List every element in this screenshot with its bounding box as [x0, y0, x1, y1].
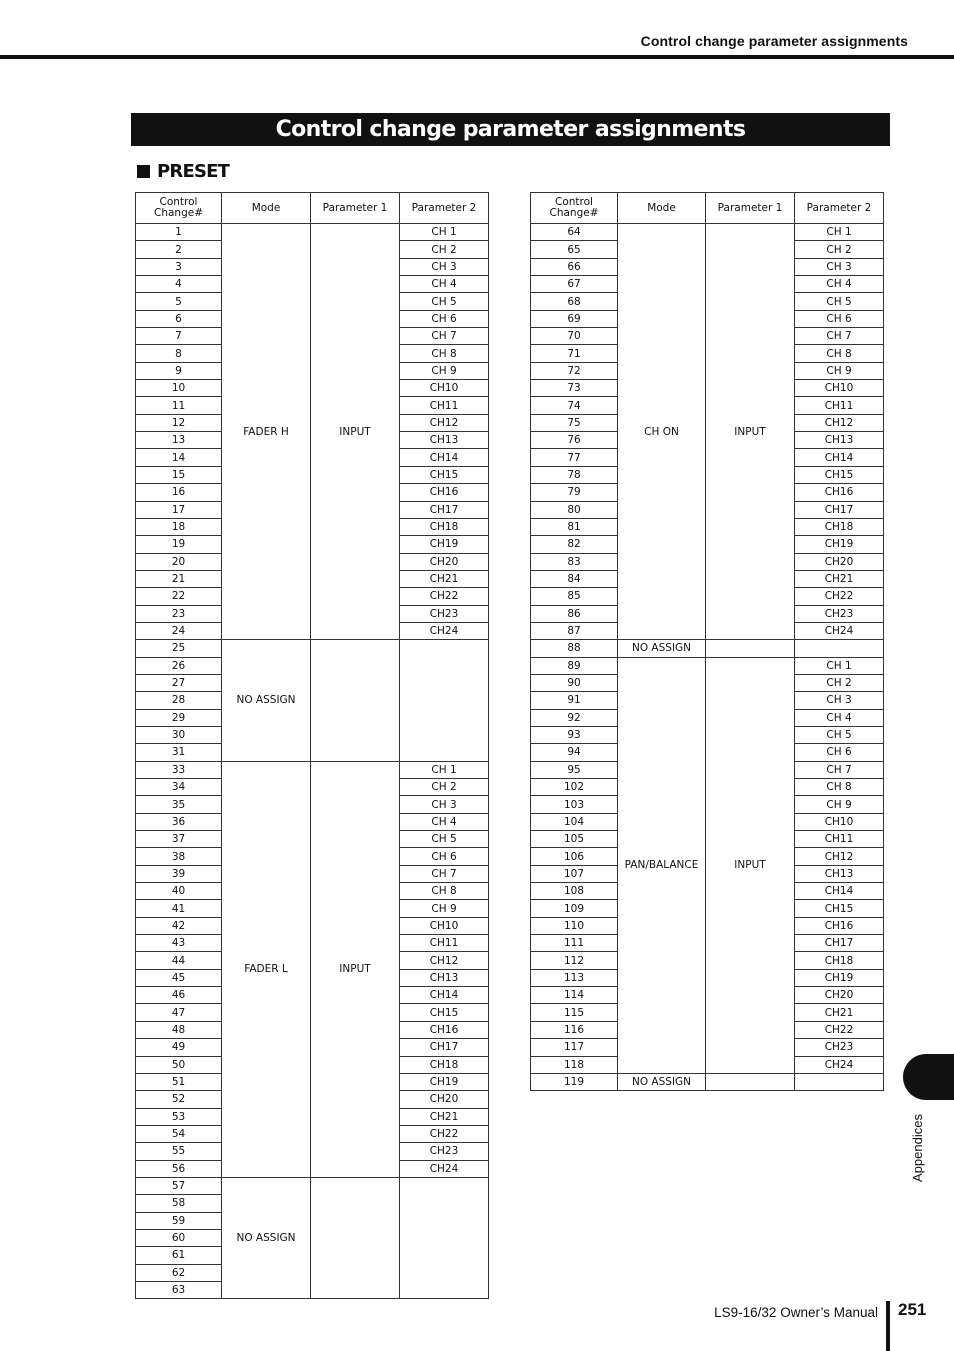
parameter2-cell: CH22 — [400, 1125, 489, 1142]
parameter2-cell: CH22 — [400, 588, 489, 605]
parameter2-cell: CH18 — [795, 952, 884, 969]
parameter2-cell: CH14 — [795, 883, 884, 900]
parameter2-cell: CH 3 — [400, 796, 489, 813]
cc-number-cell: 95 — [531, 761, 618, 778]
cc-number-cell: 113 — [531, 969, 618, 986]
cc-number-cell: 31 — [136, 744, 222, 761]
cc-number-cell: 53 — [136, 1108, 222, 1125]
parameter2-cell: CH13 — [400, 969, 489, 986]
cc-number-cell: 73 — [531, 380, 618, 397]
cc-number-cell: 15 — [136, 466, 222, 483]
cc-number-cell: 23 — [136, 605, 222, 622]
parameter2-cell: CH14 — [795, 449, 884, 466]
table-row — [136, 224, 489, 241]
parameter2-cell: CH17 — [795, 935, 884, 952]
cc-number-cell: 10 — [136, 380, 222, 397]
parameter2-cell: CH20 — [795, 553, 884, 570]
cc-number-cell: 70 — [531, 328, 618, 345]
cc-number-cell: 87 — [531, 622, 618, 639]
parameter2-cell: CH18 — [400, 1056, 489, 1073]
cc-number-cell: 90 — [531, 674, 618, 691]
right-assignment-table — [530, 192, 884, 1091]
column-header-cc — [531, 193, 618, 224]
parameter2-cell: CH 4 — [795, 709, 884, 726]
parameter2-cell: CH 8 — [400, 883, 489, 900]
parameter2-cell: CH 7 — [795, 761, 884, 778]
parameter2-cell: CH12 — [795, 414, 884, 431]
cc-number-cell: 34 — [136, 779, 222, 796]
parameter2-cell: CH11 — [795, 831, 884, 848]
parameter2-cell: CH 2 — [400, 779, 489, 796]
table-row — [136, 1177, 489, 1194]
parameter2-cell: CH17 — [400, 501, 489, 518]
parameter2-cell: CH 1 — [400, 224, 489, 241]
cc-number-cell: 1 — [136, 224, 222, 241]
cc-number-cell: 58 — [136, 1195, 222, 1212]
parameter2-cell: CH22 — [795, 1021, 884, 1038]
cc-number-cell: 93 — [531, 726, 618, 743]
cc-number-cell: 49 — [136, 1039, 222, 1056]
page-title: Control change parameter assignments — [131, 113, 890, 146]
parameter2-cell: CH17 — [795, 501, 884, 518]
cc-number-cell: 38 — [136, 848, 222, 865]
column-header-mode: Mode — [618, 193, 706, 224]
cc-number-cell: 103 — [531, 796, 618, 813]
parameter2-cell: CH 5 — [795, 293, 884, 310]
mode-cell: FADER H — [222, 224, 311, 640]
parameter2-cell: CH20 — [795, 987, 884, 1004]
section-label: PRESET — [157, 160, 230, 182]
parameter2-cell: CH 5 — [795, 726, 884, 743]
cc-number-cell: 11 — [136, 397, 222, 414]
cc-number-cell: 22 — [136, 588, 222, 605]
parameter2-cell: CH 8 — [795, 345, 884, 362]
cc-number-cell: 114 — [531, 987, 618, 1004]
cc-number-cell: 83 — [531, 553, 618, 570]
section-heading — [137, 160, 229, 182]
cc-number-cell: 68 — [531, 293, 618, 310]
cc-number-cell: 92 — [531, 709, 618, 726]
parameter2-cell: CH 4 — [795, 276, 884, 293]
column-header-mode: Mode — [222, 193, 311, 224]
cc-number-cell: 41 — [136, 900, 222, 917]
cc-number-cell: 29 — [136, 709, 222, 726]
parameter2-cell: CH20 — [400, 1091, 489, 1108]
cc-number-cell: 21 — [136, 570, 222, 587]
parameter2-cell: CH21 — [795, 570, 884, 587]
column-header-param2: Parameter 2 — [400, 193, 489, 224]
parameter2-cell: CH23 — [795, 605, 884, 622]
parameter2-cell: CH11 — [400, 935, 489, 952]
cc-number-cell: 108 — [531, 883, 618, 900]
parameter1-cell — [311, 640, 400, 761]
cc-number-cell: 2 — [136, 241, 222, 258]
parameter2-cell: CH19 — [795, 536, 884, 553]
cc-number-cell: 77 — [531, 449, 618, 466]
cc-number-cell: 50 — [136, 1056, 222, 1073]
cc-number-cell: 48 — [136, 1021, 222, 1038]
parameter2-cell: CH21 — [400, 1108, 489, 1125]
cc-number-cell: 106 — [531, 848, 618, 865]
parameter2-cell: CH16 — [400, 1021, 489, 1038]
cc-number-cell: 9 — [136, 362, 222, 379]
cc-number-cell: 55 — [136, 1143, 222, 1160]
parameter2-cell: CH21 — [400, 570, 489, 587]
column-header-param1: Parameter 1 — [311, 193, 400, 224]
cc-number-cell: 60 — [136, 1229, 222, 1246]
parameter2-cell: CH 2 — [795, 241, 884, 258]
cc-number-cell: 54 — [136, 1125, 222, 1142]
parameter2-cell: CH 9 — [795, 362, 884, 379]
parameter2-cell: CH 4 — [400, 813, 489, 830]
cc-number-cell: 89 — [531, 657, 618, 674]
parameter2-cell: CH 2 — [400, 241, 489, 258]
cc-number-cell: 107 — [531, 865, 618, 882]
table-row — [531, 657, 884, 674]
table-row — [531, 224, 884, 241]
cc-number-cell: 43 — [136, 935, 222, 952]
parameter2-cell: CH16 — [400, 484, 489, 501]
cc-number-cell: 45 — [136, 969, 222, 986]
column-header-cc-line1: Control — [159, 196, 198, 208]
parameter2-cell: CH19 — [795, 969, 884, 986]
cc-number-cell: 27 — [136, 674, 222, 691]
mode-cell: NO ASSIGN — [618, 1073, 706, 1090]
mode-cell: CH ON — [618, 224, 706, 640]
parameter1-cell — [706, 1073, 795, 1090]
cc-number-cell: 91 — [531, 692, 618, 709]
table-header-row — [136, 193, 489, 224]
parameter2-cell: CH 1 — [795, 224, 884, 241]
parameter2-cell: CH 8 — [400, 345, 489, 362]
parameter2-cell: CH 5 — [400, 293, 489, 310]
cc-number-cell: 66 — [531, 258, 618, 275]
cc-number-cell: 14 — [136, 449, 222, 466]
parameter1-cell: INPUT — [706, 224, 795, 640]
mode-cell: NO ASSIGN — [222, 640, 311, 761]
parameter2-cell: CH14 — [400, 449, 489, 466]
parameter2-cell: CH 6 — [795, 744, 884, 761]
parameter2-cell: CH22 — [795, 588, 884, 605]
column-header-cc-line1: Control — [555, 196, 593, 208]
parameter2-cell: CH 4 — [400, 276, 489, 293]
column-header-cc-line2: Change# — [154, 207, 203, 219]
side-tab-label: Appendices — [910, 1114, 925, 1182]
parameter2-cell: CH 3 — [795, 258, 884, 275]
parameter2-cell: CH 9 — [400, 900, 489, 917]
cc-number-cell: 6 — [136, 310, 222, 327]
parameter2-cell: CH24 — [400, 622, 489, 639]
table-row — [531, 1073, 884, 1090]
cc-number-cell: 7 — [136, 328, 222, 345]
table-header-row — [531, 193, 884, 224]
cc-number-cell: 52 — [136, 1091, 222, 1108]
parameter2-cell: CH12 — [400, 952, 489, 969]
mode-cell: NO ASSIGN — [222, 1177, 311, 1298]
cc-number-cell: 44 — [136, 952, 222, 969]
table-row — [136, 640, 489, 657]
column-header-cc-line2: Change# — [549, 207, 599, 219]
cc-number-cell: 63 — [136, 1281, 222, 1298]
square-bullet-icon — [137, 165, 150, 178]
cc-number-cell: 86 — [531, 605, 618, 622]
column-header-param1: Parameter 1 — [706, 193, 795, 224]
parameter2-cell: CH18 — [795, 518, 884, 535]
parameter2-cell — [795, 1073, 884, 1090]
parameter2-cell: CH10 — [400, 380, 489, 397]
cc-number-cell: 16 — [136, 484, 222, 501]
cc-number-cell: 85 — [531, 588, 618, 605]
cc-number-cell: 19 — [136, 536, 222, 553]
cc-number-cell: 30 — [136, 726, 222, 743]
parameter2-cell: CH24 — [795, 622, 884, 639]
cc-number-cell: 12 — [136, 414, 222, 431]
cc-number-cell: 33 — [136, 761, 222, 778]
parameter2-cell: CH11 — [400, 397, 489, 414]
left-assignment-table — [135, 192, 489, 1299]
cc-number-cell: 110 — [531, 917, 618, 934]
parameter2-cell: CH19 — [400, 536, 489, 553]
parameter2-cell: CH24 — [795, 1056, 884, 1073]
parameter2-cell: CH 6 — [795, 310, 884, 327]
cc-number-cell: 64 — [531, 224, 618, 241]
cc-number-cell: 36 — [136, 813, 222, 830]
cc-number-cell: 40 — [136, 883, 222, 900]
parameter2-cell: CH10 — [795, 380, 884, 397]
parameter2-cell: CH 5 — [400, 831, 489, 848]
parameter2-cell: CH21 — [795, 1004, 884, 1021]
parameter2-cell — [400, 1177, 489, 1298]
cc-number-cell: 102 — [531, 779, 618, 796]
cc-number-cell: 42 — [136, 917, 222, 934]
cc-number-cell: 5 — [136, 293, 222, 310]
cc-number-cell: 26 — [136, 657, 222, 674]
cc-number-cell: 65 — [531, 241, 618, 258]
parameter2-cell: CH15 — [795, 900, 884, 917]
cc-number-cell: 118 — [531, 1056, 618, 1073]
table-row — [136, 761, 489, 778]
cc-number-cell: 4 — [136, 276, 222, 293]
column-header-param2: Parameter 2 — [795, 193, 884, 224]
cc-number-cell: 28 — [136, 692, 222, 709]
parameter2-cell: CH 8 — [795, 779, 884, 796]
parameter2-cell: CH23 — [795, 1039, 884, 1056]
cc-number-cell: 56 — [136, 1160, 222, 1177]
parameter2-cell: CH 7 — [795, 328, 884, 345]
cc-number-cell: 59 — [136, 1212, 222, 1229]
parameter2-cell: CH 9 — [795, 796, 884, 813]
cc-number-cell: 117 — [531, 1039, 618, 1056]
parameter1-cell — [706, 640, 795, 657]
cc-number-cell: 8 — [136, 345, 222, 362]
parameter2-cell — [400, 640, 489, 761]
footer-divider — [886, 1301, 890, 1351]
header-rule — [0, 55, 954, 59]
cc-number-cell: 61 — [136, 1247, 222, 1264]
parameter2-cell: CH20 — [400, 553, 489, 570]
column-header-cc — [136, 193, 222, 224]
parameter2-cell: CH 1 — [400, 761, 489, 778]
parameter2-cell: CH16 — [795, 484, 884, 501]
cc-number-cell: 17 — [136, 501, 222, 518]
parameter2-cell: CH15 — [795, 466, 884, 483]
parameter2-cell: CH 9 — [400, 362, 489, 379]
cc-number-cell: 94 — [531, 744, 618, 761]
cc-number-cell: 46 — [136, 987, 222, 1004]
parameter1-cell: INPUT — [311, 224, 400, 640]
cc-number-cell: 82 — [531, 536, 618, 553]
parameter2-cell — [795, 640, 884, 657]
cc-number-cell: 24 — [136, 622, 222, 639]
parameter2-cell: CH18 — [400, 518, 489, 535]
cc-number-cell: 104 — [531, 813, 618, 830]
cc-number-cell: 13 — [136, 432, 222, 449]
cc-number-cell: 115 — [531, 1004, 618, 1021]
cc-number-cell: 76 — [531, 432, 618, 449]
cc-number-cell: 57 — [136, 1177, 222, 1194]
cc-number-cell: 119 — [531, 1073, 618, 1090]
parameter2-cell: CH 1 — [795, 657, 884, 674]
parameter2-cell: CH 6 — [400, 310, 489, 327]
parameter2-cell: CH 7 — [400, 865, 489, 882]
parameter2-cell: CH16 — [795, 917, 884, 934]
cc-number-cell: 72 — [531, 362, 618, 379]
parameter2-cell: CH 6 — [400, 848, 489, 865]
cc-number-cell: 116 — [531, 1021, 618, 1038]
parameter2-cell: CH 7 — [400, 328, 489, 345]
cc-number-cell: 20 — [136, 553, 222, 570]
cc-number-cell: 25 — [136, 640, 222, 657]
cc-number-cell: 112 — [531, 952, 618, 969]
parameter2-cell: CH24 — [400, 1160, 489, 1177]
parameter2-cell: CH15 — [400, 1004, 489, 1021]
parameter2-cell: CH 2 — [795, 674, 884, 691]
parameter2-cell: CH14 — [400, 987, 489, 1004]
parameter2-cell: CH13 — [795, 865, 884, 882]
parameter2-cell: CH23 — [400, 1143, 489, 1160]
parameter1-cell: INPUT — [311, 761, 400, 1177]
page-number: 251 — [898, 1300, 927, 1319]
parameter2-cell: CH13 — [400, 432, 489, 449]
mode-cell: PAN/BALANCE — [618, 657, 706, 1073]
cc-number-cell: 111 — [531, 935, 618, 952]
parameter2-cell: CH19 — [400, 1073, 489, 1090]
parameter2-cell: CH12 — [400, 414, 489, 431]
cc-number-cell: 80 — [531, 501, 618, 518]
parameter2-cell: CH23 — [400, 605, 489, 622]
cc-number-cell: 109 — [531, 900, 618, 917]
parameter2-cell: CH10 — [795, 813, 884, 830]
parameter2-cell: CH13 — [795, 432, 884, 449]
cc-number-cell: 39 — [136, 865, 222, 882]
running-head-title: Control change parameter assignments — [640, 33, 908, 49]
appendix-tab-marker — [903, 1054, 954, 1100]
parameter2-cell: CH11 — [795, 397, 884, 414]
mode-cell: FADER L — [222, 761, 311, 1177]
parameter1-cell: INPUT — [706, 657, 795, 1073]
cc-number-cell: 71 — [531, 345, 618, 362]
table-row — [531, 640, 884, 657]
parameter1-cell — [311, 1177, 400, 1298]
parameter2-cell: CH17 — [400, 1039, 489, 1056]
parameter2-cell: CH10 — [400, 917, 489, 934]
cc-number-cell: 37 — [136, 831, 222, 848]
cc-number-cell: 47 — [136, 1004, 222, 1021]
cc-number-cell: 3 — [136, 258, 222, 275]
cc-number-cell: 78 — [531, 466, 618, 483]
cc-number-cell: 88 — [531, 640, 618, 657]
footer-manual-title: LS9-16/32 Owner’s Manual — [714, 1305, 878, 1320]
cc-number-cell: 74 — [531, 397, 618, 414]
cc-number-cell: 62 — [136, 1264, 222, 1281]
cc-number-cell: 105 — [531, 831, 618, 848]
cc-number-cell: 75 — [531, 414, 618, 431]
parameter2-cell: CH12 — [795, 848, 884, 865]
parameter2-cell: CH 3 — [400, 258, 489, 275]
cc-number-cell: 81 — [531, 518, 618, 535]
cc-number-cell: 35 — [136, 796, 222, 813]
cc-number-cell: 51 — [136, 1073, 222, 1090]
mode-cell: NO ASSIGN — [618, 640, 706, 657]
cc-number-cell: 69 — [531, 310, 618, 327]
cc-number-cell: 18 — [136, 518, 222, 535]
cc-number-cell: 84 — [531, 570, 618, 587]
cc-number-cell: 67 — [531, 276, 618, 293]
parameter2-cell: CH15 — [400, 466, 489, 483]
cc-number-cell: 79 — [531, 484, 618, 501]
parameter2-cell: CH 3 — [795, 692, 884, 709]
